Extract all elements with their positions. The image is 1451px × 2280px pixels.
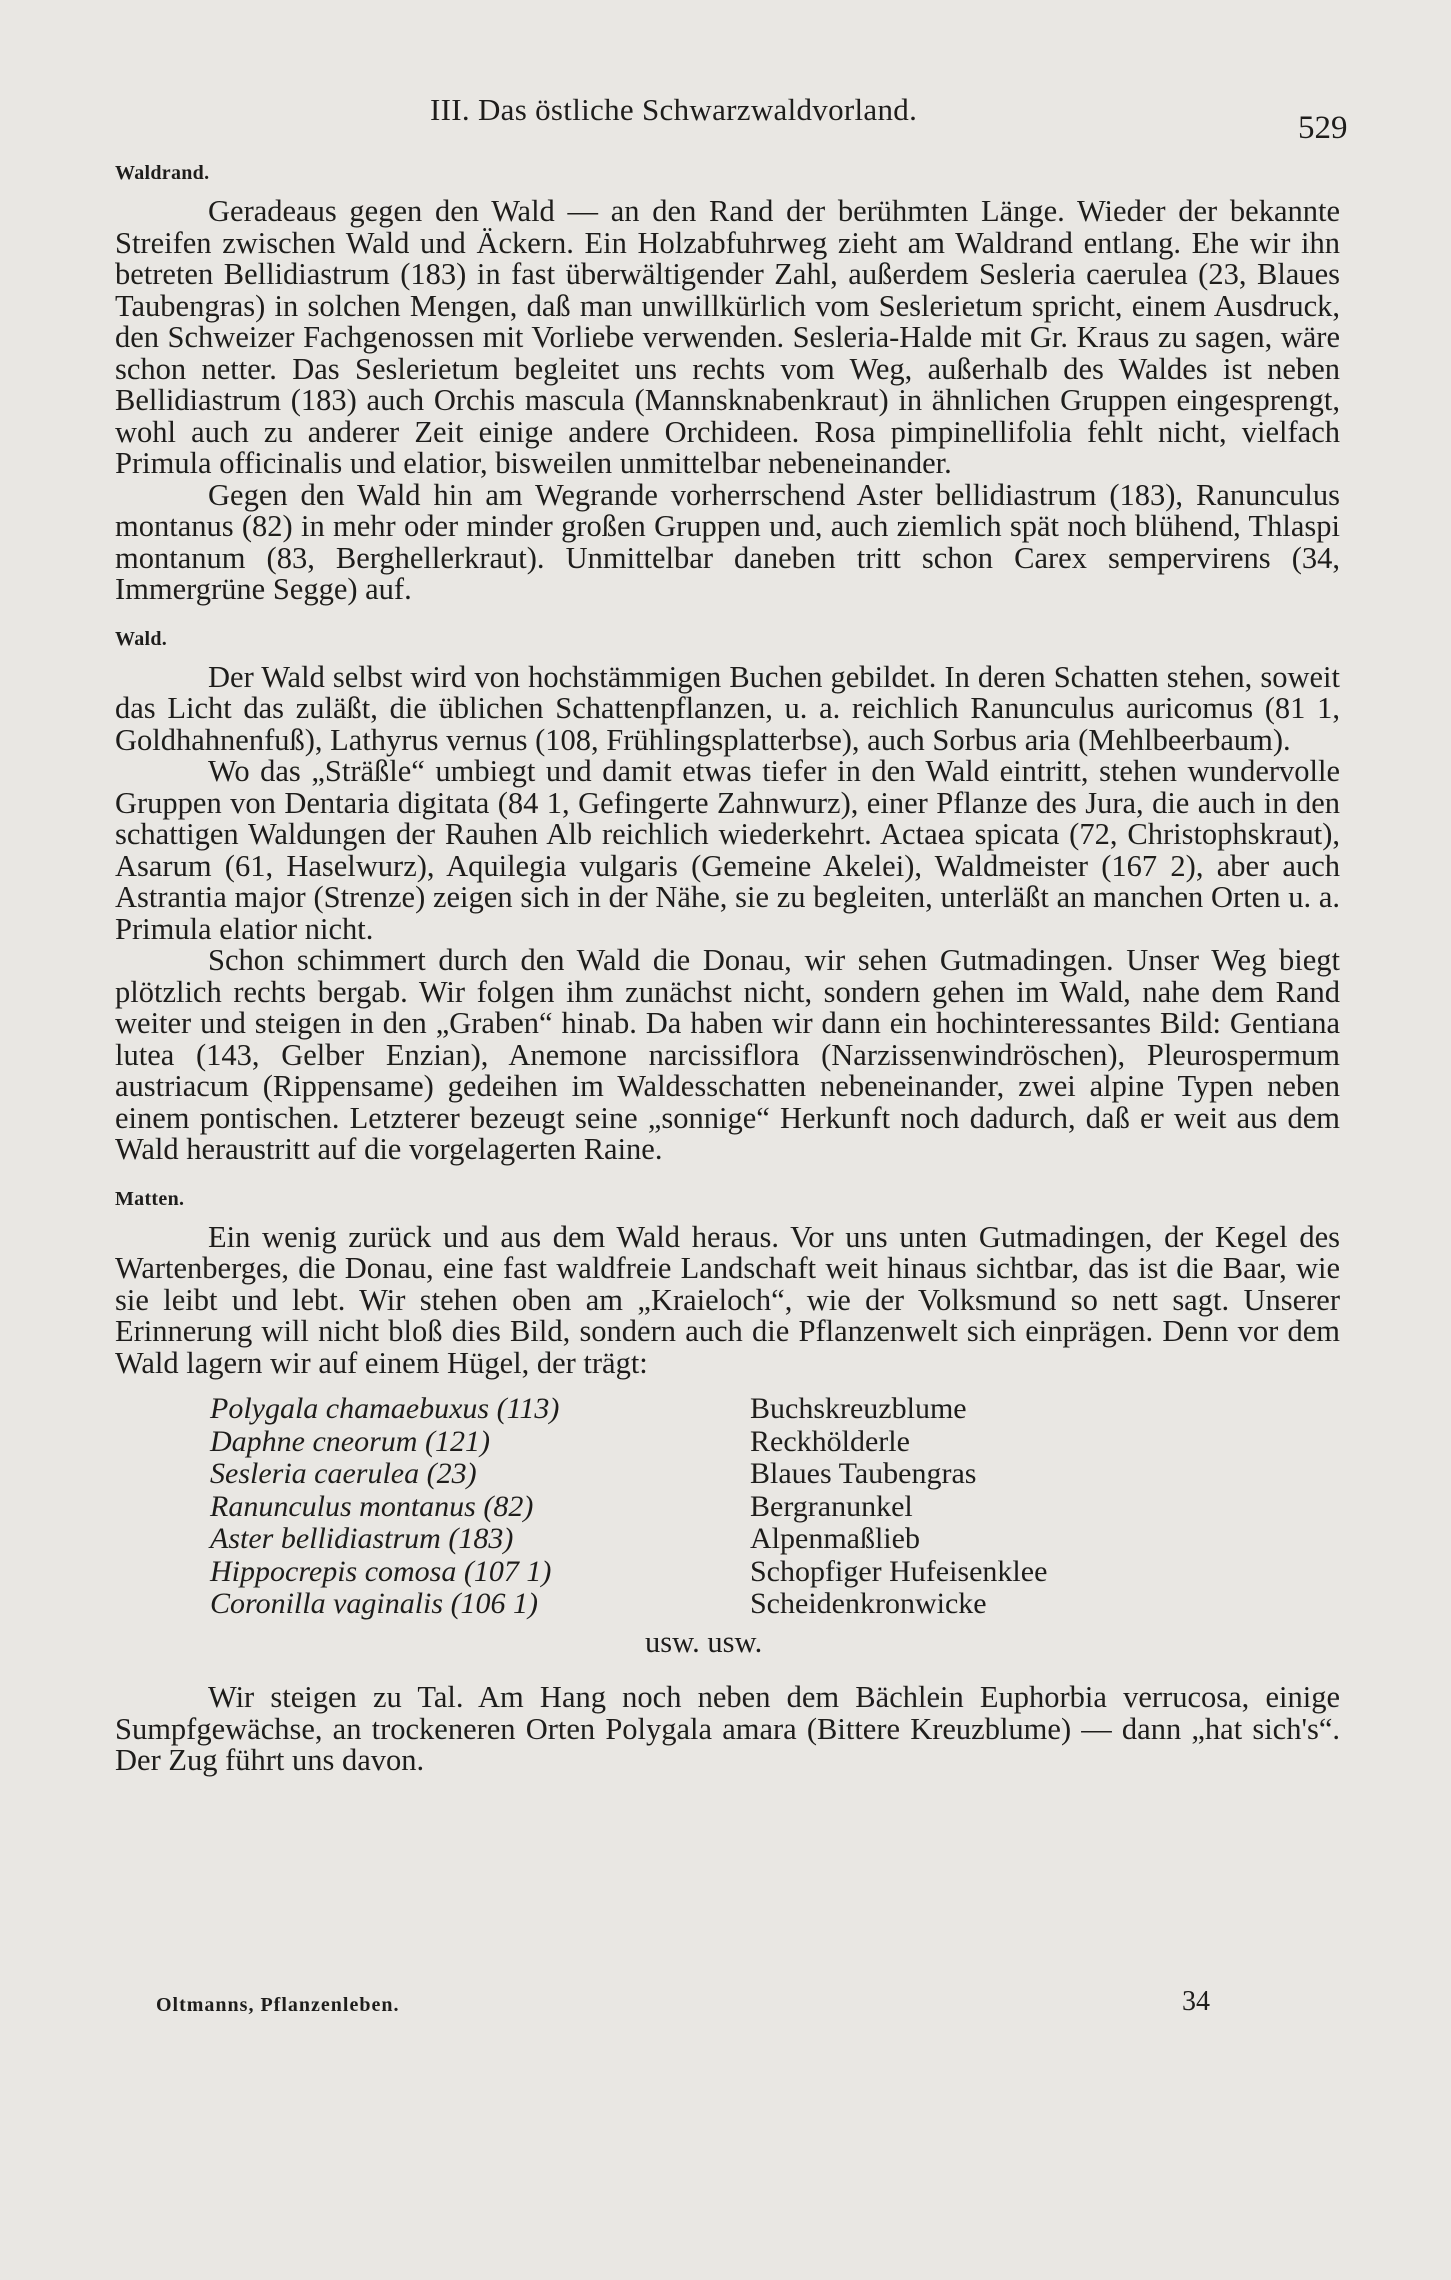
list-continuation: usw. usw. (645, 1624, 763, 1659)
paragraph: Wo das „Sträßle“ umbiegt und damit etwas tiefer in den Wald eintritt, stehen wundervolle Gruppen von Dentaria digitata (84 1, Gefingerte Zahnwurz), einer Pflanze des Jura, die auch in den schattigen Waldungen der Rauhen Alb reichlich wiederkehrt. Actaea spicata (72, Christophskraut), Asarum (61, Haselwurz), Aquilegia vulgaris (Gemeine Akelei), Waldmeister (167 2), aber auch Astrantia major (Strenze) zeigen sich in der Nähe, sie zu begleiten, unterläßt an manchen Orten u. a. Primula elatior nicht. (115, 754, 1340, 946)
running-head: III. Das östliche Schwarzwaldvorland. (430, 92, 918, 127)
plant-latin-name: Ranunculus montanus (82) (210, 1489, 534, 1523)
plant-latin-name: Aster bellidiastrum (183) (210, 1522, 514, 1555)
plant-latin-name: Daphne cneorum (121) (210, 1424, 490, 1458)
plant-latin-name: Hippocrepis comosa (107 1) (210, 1554, 552, 1588)
paragraph: Ein wenig zurück und aus dem Wald heraus. Vor uns unten Gutmadingen, der Kegel des Wartenberges, die Donau, eine fast waldfreie Landschaft weit hinaus sichtbar, das ist die Baar, wie sie leibt und lebt. Wir stehen oben am „Kraieloch“, wie der Volksmund so nett sagt. Unserer Erinnerung will nicht bloß dies Bild, sondern auch die Pflanzenwelt sich einprägen. Denn vor dem Wald lagern wir auf einem Hügel, der trägt: (115, 1219, 1340, 1380)
plant-latin-name: Sesleria caerulea (23) (210, 1457, 477, 1490)
plant-list-row (210, 1393, 1050, 1426)
plant-list-row (210, 1458, 1050, 1491)
page-number: 529 (1298, 110, 1348, 146)
paragraph: Der Wald selbst wird von hochstämmigen Buchen gebildet. In deren Schatten stehen, soweit das Licht das zuläßt, die üblichen Schattenpflanzen, u. a. reichlich Ranunculus auricomus (81 1, Goldhahnenfuß), Lathyrus vernus (108, Frühlingsplatterbse), auch Sorbus aria (Mehlbeerbaum). (115, 659, 1340, 757)
paragraph: Geradeaus gegen den Wald — an den Rand der berühmten Länge. Wieder der bekannte Streifen zwischen Wald und Äckern. Ein Holzabfuhrweg zieht am Waldrand entlang. Ehe wir ihn betreten Bellidiastrum (183) in fast überwältigender Zahl, außerdem Sesleria caerulea (23, Blaues Taubengras) in solchen Mengen, daß man unwillkürlich vom Seslerietum spricht, einem Ausdruck, den Schweizer Fachgenossen mit Vorliebe verwenden. Sesleria-Halde mit Gr. Kraus zu sagen, wäre schon netter. Das Seslerietum begleitet uns rechts vom Weg, außerhalb des Waldes ist neben Bellidiastrum (183) auch Orchis mascula (Mannsknabenkraut) in ähnlichen Gruppen eingesprengt, wohl auch zu anderer Zeit einige andere Orchideen. Rosa pimpinellifolia fehlt nicht, vielfach Primula officinalis und elatior, bisweilen unmittelbar nebeneinander. (115, 194, 1340, 480)
plant-german-name: Bergranunkel (750, 1489, 913, 1523)
footer-signature: 34 (1182, 1986, 1210, 2017)
section-heading-waldrand: Waldrand. (115, 162, 210, 184)
paragraph: Wir steigen zu Tal. Am Hang noch neben dem Bächlein Euphorbia verrucosa, einige Sumpfgewächse, an trockeneren Orten Polygala amara (Bittere Kreuzblume) — dann „hat sich's“. Der Zug führt uns davon. (115, 1680, 1340, 1777)
plant-latin-name: Coronilla vaginalis (106 1) (210, 1587, 539, 1620)
plant-german-name: Schopfiger Hufeisenklee (750, 1554, 1048, 1588)
plant-german-name: Alpenmaßlieb (750, 1522, 920, 1555)
plant-german-name: Scheidenkronwicke (750, 1587, 987, 1620)
section-heading-wald: Wald. (115, 627, 168, 650)
plant-list-row (210, 1426, 1050, 1459)
plant-german-name: Reckhölderle (750, 1424, 910, 1458)
paragraph: Schon schimmert durch den Wald die Donau, wir sehen Gutmadingen. Unser Weg biegt plötzlich rechts bergab. Wir folgen ihm zunächst nicht, sondern gehen im Wald, nahe dem Rand weiter und steigen in den „Graben“ hinab. Da haben wir dann ein hochinteressantes Bild: Gentiana lutea (143, Gelber Enzian), Anemone narcissiflora (Narzissenwindröschen), Pleurospermum austriacum (Rippensame) gedeihen im Waldesschatten nebeneinander, zwei alpine Typen neben einem pontischen. Letzterer bezeugt seine „sonnige“ Herkunft noch dadurch, daß er weit aus dem Wald heraustritt auf die vorgelagerten Raine. (115, 943, 1340, 1166)
paragraph: Gegen den Wald hin am Wegrande vorherrschend Aster bellidiastrum (183), Ranunculus montanus (82) in mehr oder minder großen Gruppen und, auch ziemlich spät noch blühend, Thlaspi montanum (83, Berghellerkraut). Unmittelbar daneben tritt schon Carex sempervirens (34, Immergrüne Segge) auf. (115, 477, 1340, 606)
plant-latin-name: Polygala chamaebuxus (113) (210, 1392, 560, 1425)
plant-list-row (210, 1588, 1050, 1621)
plant-german-name: Buchskreuzblume (750, 1392, 967, 1425)
plant-list-row (210, 1523, 1050, 1556)
plant-list (210, 1393, 1050, 1621)
section-heading-matten: Matten. (115, 1187, 185, 1210)
footer-author: Oltmanns, Pflanzenleben. (156, 1994, 400, 2016)
plant-list-row (210, 1556, 1050, 1589)
body-text (115, 160, 1340, 1777)
plant-german-name: Blaues Taubengras (750, 1457, 977, 1490)
plant-list-row (210, 1491, 1050, 1524)
